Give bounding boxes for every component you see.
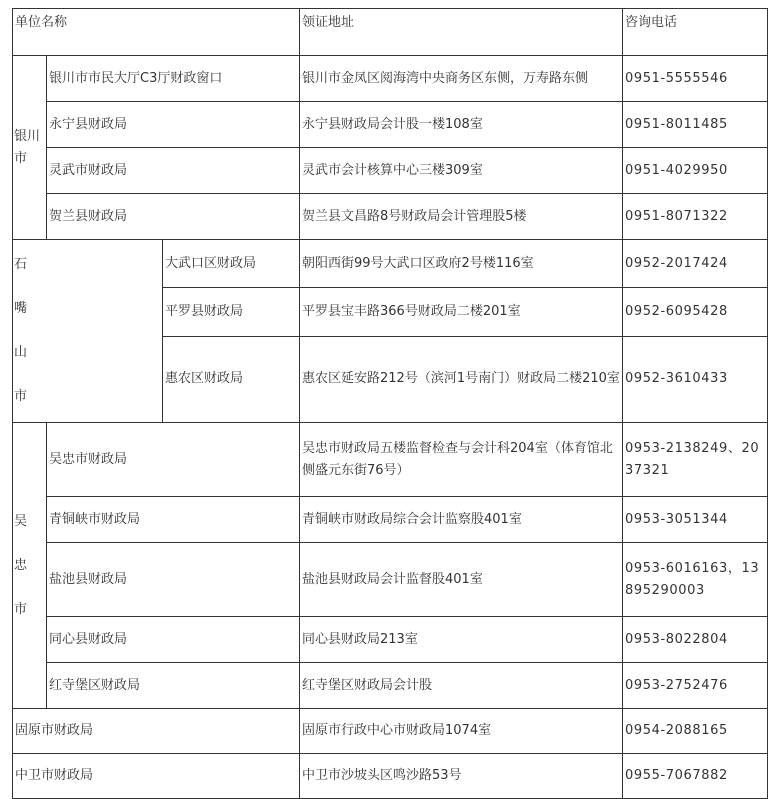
unit-cell: 银川市市民大厅C3厅财政窗口 [47,56,300,102]
unit-cell: 永宁县财政局 [47,102,300,148]
table-row [13,543,768,617]
address-cell: 惠农区延安路212号（滨河1号南门）财政局二楼210室 [300,336,623,422]
address-cell: 平罗县宝丰路366号财政局二楼201室 [300,288,623,336]
phone-cell: 0953-2138249、2037321 [623,423,768,497]
table-row [13,754,768,799]
table-row [13,148,768,194]
unit-cell: 青铜峡市财政局 [47,497,300,543]
phone-cell: 0955-7067882 [623,754,768,799]
address-cell: 贺兰县文昌路8号财政局会计管理股5楼 [300,194,623,240]
phone-cell: 0952-6095428 [623,288,768,336]
table-row [13,240,768,288]
phone-cell: 0952-3610433 [623,336,768,422]
phone-cell: 0953-8022804 [623,617,768,663]
phone-cell: 0952-2017424 [623,240,768,288]
unit-cell: 灵武市财政局 [47,148,300,194]
table-row [13,423,768,497]
phone-cell: 0951-5555546 [623,56,768,102]
unit-cell: 平罗县财政局 [163,288,300,336]
address-cell: 青铜峡市财政局综合会计监察股401室 [300,497,623,543]
unit-cell: 固原市财政局 [13,709,300,754]
address-cell: 吴忠市财政局五楼监督检查与会计科204室（体育馆北侧盛元东街76号） [300,423,623,497]
address-cell: 红寺堡区财政局会计股 [300,663,623,709]
address-cell: 同心县财政局213室 [300,617,623,663]
header-phone: 咨询电话 [623,9,768,56]
address-cell: 朝阳西街99号大武口区政府2号楼116室 [300,240,623,288]
unit-cell: 盐池县财政局 [47,543,300,617]
city-cell-shizuishan [13,240,163,423]
table-row [13,56,768,102]
phone-cell: 0951-8011485 [623,102,768,148]
phone-cell: 0953-2752476 [623,663,768,709]
address-cell: 银川市金凤区阅海湾中央商务区东侧，万寿路东侧 [300,56,623,102]
unit-cell: 红寺堡区财政局 [47,663,300,709]
unit-cell: 惠农区财政局 [163,336,300,422]
table-row [13,102,768,148]
unit-cell: 中卫市财政局 [13,754,300,799]
table-row [13,497,768,543]
address-cell: 盐池县财政局会计监督股401室 [300,543,623,617]
unit-cell: 贺兰县财政局 [47,194,300,240]
address-cell: 固原市行政中心市财政局1074室 [300,709,623,754]
office-directory-table [12,8,768,799]
table-row [13,709,768,754]
phone-cell: 0953-3051344 [623,497,768,543]
phone-cell: 0951-8071322 [623,194,768,240]
phone-cell: 0954-2088165 [623,709,768,754]
header-address: 领证地址 [300,9,623,56]
phone-cell: 0953-6016163，13895290003 [623,543,768,617]
address-cell: 灵武市会计核算中心三楼309室 [300,148,623,194]
phone-cell: 0951-4029950 [623,148,768,194]
table-row [13,617,768,663]
city-label-wuzhong: 吴忠市 [14,513,28,617]
city-cell-wuzhong [13,423,47,709]
table-row [13,663,768,709]
table-row [13,194,768,240]
address-cell: 永宁县财政局会计股一楼108室 [300,102,623,148]
unit-cell: 大武口区财政局 [163,240,300,288]
unit-cell: 吴忠市财政局 [47,423,300,497]
city-label-shizuishan: 石嘴山市 [14,257,28,404]
unit-cell: 同心县财政局 [47,617,300,663]
city-cell-yinchuan: 银川市 [13,56,47,240]
header-row [13,9,768,56]
address-cell: 中卫市沙坡头区鸣沙路53号 [300,754,623,799]
header-unit-name: 单位名称 [13,9,300,56]
